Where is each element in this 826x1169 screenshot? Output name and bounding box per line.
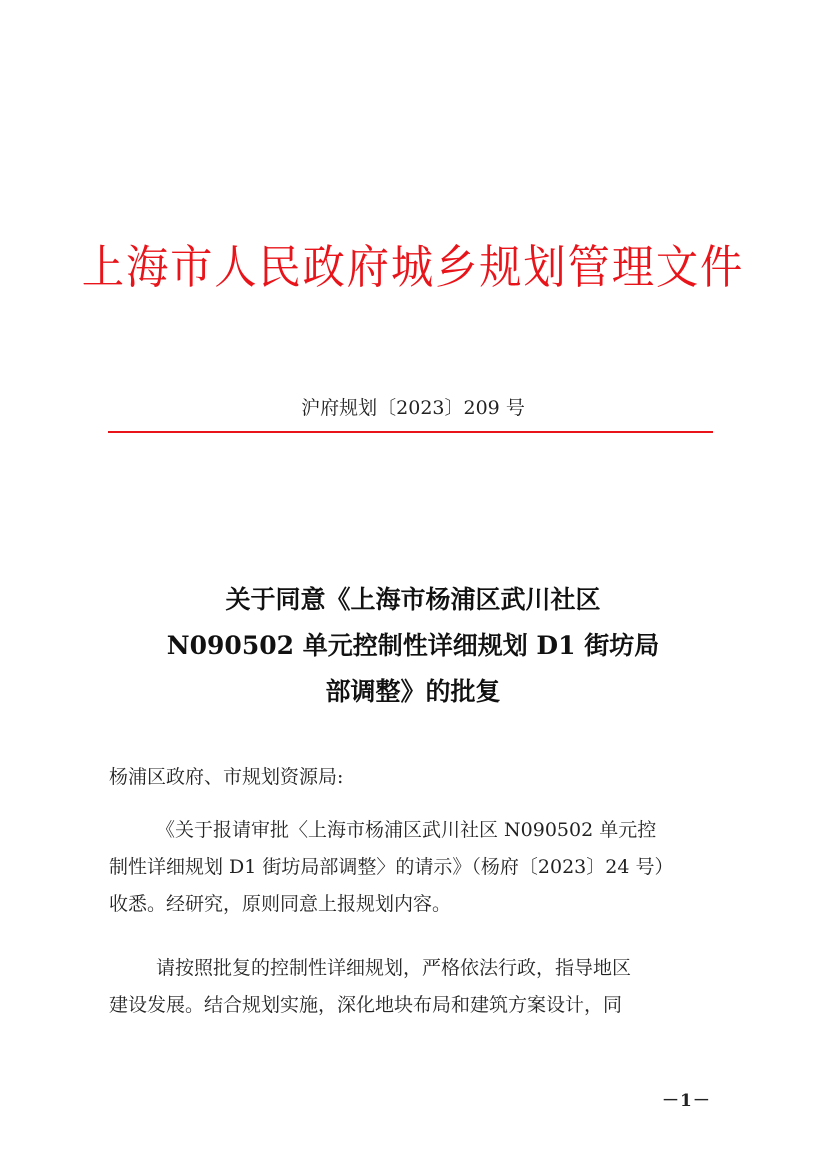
body-text-line: 请按照批复的控制性详细规划，严格依法行政，指导地区	[156, 957, 632, 979]
body-text-line: 建设发展。结合规划实施，深化地块布局和建筑方案设计，同	[109, 994, 623, 1016]
document-title	[0, 577, 826, 715]
document-title-line: N090502 单元控制性详细规划 D1 街坊局	[166, 631, 660, 660]
body-text-line: 制性详细规划 D1 街坊局部调整〉的请示》（杨府〔2023〕24 号）	[109, 856, 674, 878]
body-paragraph-2	[109, 950, 715, 1024]
document-title-line: 关于同意《上海市杨浦区武川社区	[225, 585, 601, 614]
body-paragraph-1	[109, 812, 715, 923]
body-text-line: 《关于报请审批〈上海市杨浦区武川社区 N090502 单元控	[156, 819, 657, 841]
issuer-header-title: 上海市人民政府城乡规划管理文件	[81, 240, 745, 294]
addressee: 杨浦区政府、市规划资源局:	[109, 766, 344, 788]
document-number: 沪府规划〔2023〕209 号	[301, 397, 525, 419]
page-number: －1－	[662, 1091, 711, 1111]
document-title-line: 部调整》的批复	[325, 677, 501, 706]
red-divider-line	[108, 431, 713, 433]
body-text-line: 收悉。经研究，原则同意上报规划内容。	[109, 893, 452, 915]
